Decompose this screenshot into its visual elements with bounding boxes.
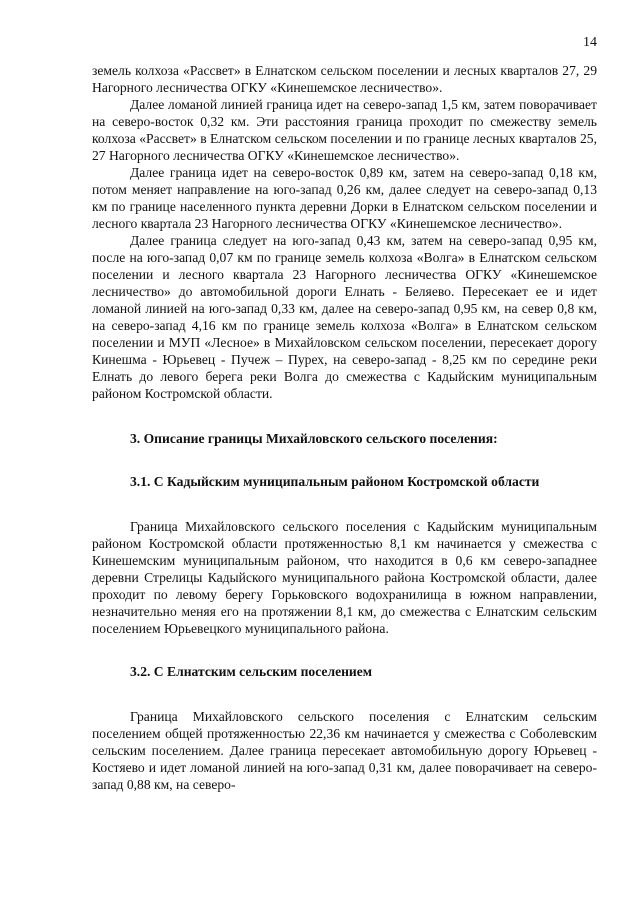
- subsection-heading: 3.1. С Кадыйским муниципальным районом Костромской области: [130, 474, 540, 489]
- subsection-heading: 3.2. С Елнатским сельским поселением: [130, 664, 373, 679]
- section-heading: 3. Описание границы Михайловского сельского поселения:: [130, 431, 498, 446]
- spacer: [92, 402, 597, 430]
- spacer: [92, 447, 597, 473]
- document-body: [92, 62, 597, 793]
- paragraph: земель колхоза «Рассвет» в Елнатском сельском поселении и лесных кварталов 27, 29 Нагорного лесничества ОГКУ «Кинешемское лесничество».: [92, 63, 597, 95]
- paragraph: Граница Михайловского сельского поселения с Елнатским сельским поселением общей протяженностью 22,36 км начинается у смежества с Соболевским сельским поселением. Далее граница пересекает автомобильную дорогу Юрьевец - Костяево и идет ломаной линией на юго-запад 0,31 км, далее поворачивает на северо-запад 0,88 км, на северо-: [92, 709, 597, 792]
- paragraph: Далее граница следует на юго-запад 0,43 км, затем на северо-запад 0,95 км, после на юго-запад 0,07 км по границе земель колхоза «Волга» в Елнатском сельском поселении и лесного квартала 23 Нагорного лесничества ОГКУ «Кинешемское лесничество» до автомобильной дороги Елнать - Беляево. Пересекает ее и идет ломаной линией на юго-запад 0,33 км, далее на северо-запад 0,95 км, на север 0,8 км, на северо-запад 4,16 км по границе земель колхоза «Волга» в Елнатском сельском поселении и МУП «Лесное» в Михайловском сельском поселении, пересекает дорогу Кинешма - Юрьевец - Пучеж – Пурех, на северо-запад - 8,25 км по середине реки Елнать до левого берега реки Волга до смежества с Кадыйским муниципальным районом Костромской области.: [92, 233, 597, 401]
- paragraph: Далее ломаной линией граница идет на северо-запад 1,5 км, затем поворачивает на северо-восток 0,32 км. Эти расстояния граница проходит по смежеству земель колхоза «Рассвет» в Елнатском сельском поселении и по границе лесных кварталов 25, 27 Нагорного лесничества ОГКУ «Кинешемское лесничество».: [92, 97, 597, 163]
- paragraph: Граница Михайловского сельского поселения с Кадыйским муниципальным районом Костромской области протяженностью 8,1 км начинается у смежества с Кинешемским муниципальным районом, что находится в 0,6 км северо-западнее деревни Стрелицы Кадыйского муниципального района Костромской области, далее проходит по левому берегу Горьковского водохранилища в южном направлении, незначительно меняя его на протяжении 8,1 км, до смежества с Елнатским сельским поселением Юрьевецкого муниципального района.: [92, 519, 597, 636]
- spacer: [92, 680, 597, 708]
- page-number: 14: [583, 35, 597, 50]
- paragraph: Далее граница идет на северо-восток 0,89 км, затем на северо-запад 0,18 км, потом меняет направление на юго-запад 0,26 км, далее следует на северо-запад 0,13 км по границе населенного пункта деревни Дорки в Елнатском сельском поселении и лесного квартала 23 Нагорного лесничества ОГКУ «Кинешемское лесничество».: [92, 165, 597, 231]
- spacer: [92, 637, 597, 663]
- spacer: [92, 490, 597, 518]
